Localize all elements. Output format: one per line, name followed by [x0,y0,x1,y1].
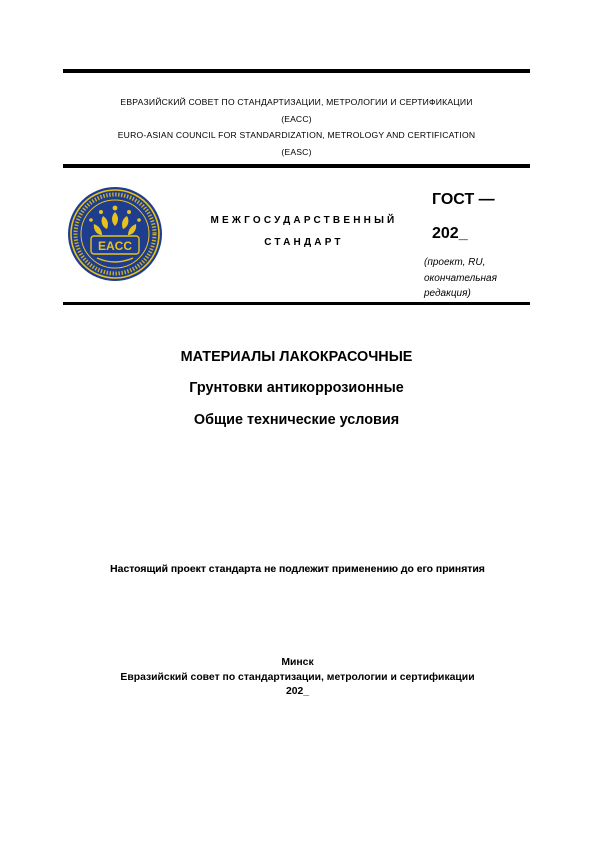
top-rule [63,69,530,73]
standard-type-line1: МЕЖГОСУДАРСТВЕННЫЙ [210,215,398,226]
standard-type-line2: СТАНДАРТ [264,237,344,248]
footer-year: 202_ [285,686,310,697]
easc-emblem-icon [67,186,163,282]
standard-title-sub1: Грунтовки антикоррозионные [189,380,404,396]
council-abbr-ru: (ЕАСС) [281,114,312,124]
designation-rule [63,302,530,305]
draft-status-note [424,255,524,302]
standard-title-sub2: Общие технические условия [193,412,400,428]
council-name-ru: ЕВРАЗИЙСКИЙ СОВЕТ ПО СТАНДАРТИЗАЦИИ, МЕТРОЛОГИИ И СЕРТИФИКАЦИИ [120,97,473,107]
gost-label: ГОСТ — [432,191,495,208]
council-abbr-en: (EASC) [281,147,312,157]
council-name-en: EURO-ASIAN COUNCIL FOR STANDARDIZATION, METROLOGY AND CERTIFICATION [117,130,476,140]
status-line-3: редакция) [424,288,471,299]
footer-publisher: Евразийский совет по стандартизации, метрологии и сертификации [120,672,475,683]
footer-city: Минск [281,657,314,668]
header-rule [63,164,530,168]
gost-year: 202_ [432,225,468,242]
status-line-2: окончательная [424,272,497,284]
status-line-1: (проект, RU, [424,257,486,268]
standard-title-main: МАТЕРИАЛЫ ЛАКОКРАСОЧНЫЕ [180,349,413,365]
draft-notice: Настоящий проект стандарта не подлежит применению до его принятия [110,564,485,575]
emblem-text: EACC [97,239,133,253]
